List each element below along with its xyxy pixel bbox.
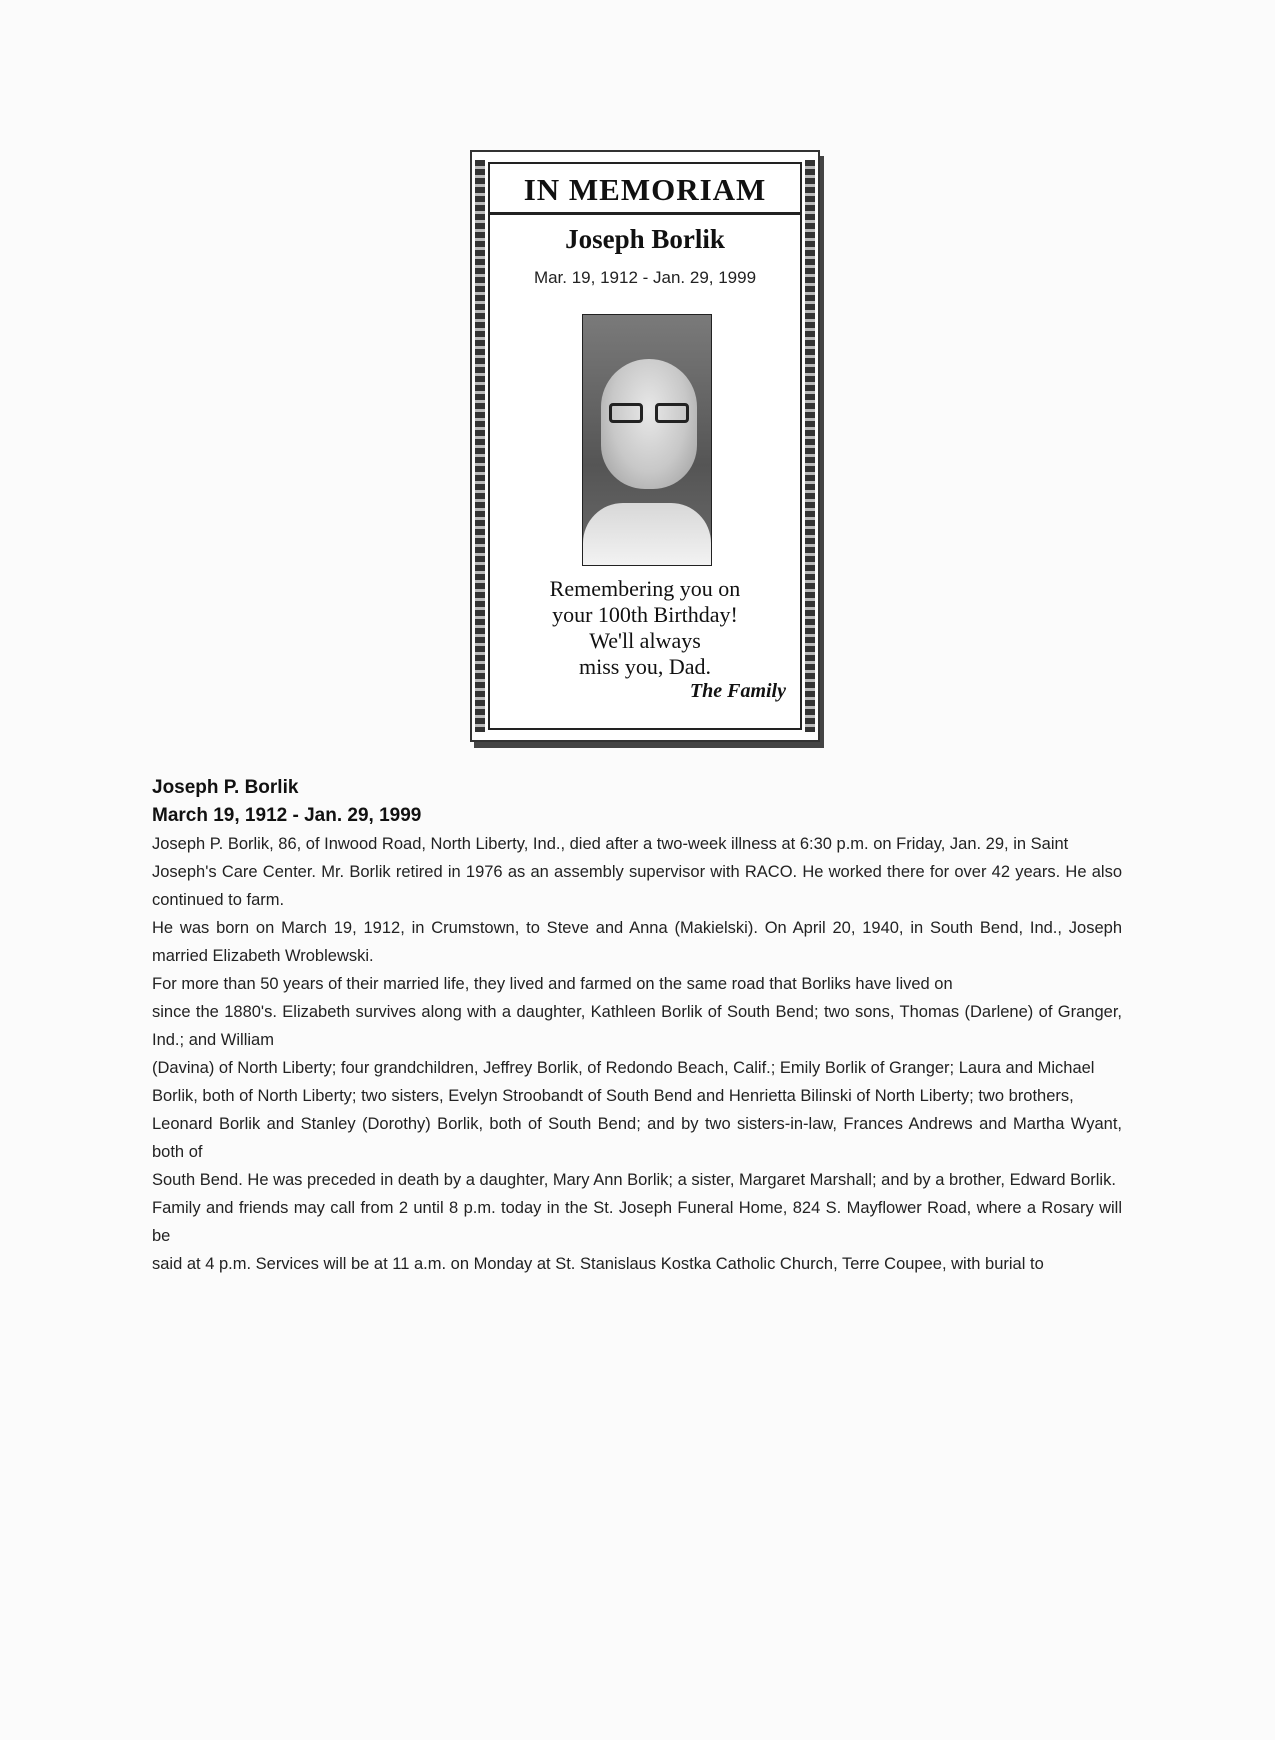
obituary-paragraph: South Bend. He was preceded in death by a daughter, Mary Ann Borlik; a sister, Margaret Marshall; and by a brother, Edward Borlik. xyxy=(152,1171,1116,1189)
message-line: Remembering you on xyxy=(549,576,741,601)
obituary-paragraph: Borlik, both of North Liberty; two sisters, Evelyn Stroobandt of South Bend and Henrietta Bilinski of North Liberty; two brothers, xyxy=(152,1087,1074,1105)
message-line: your 100th Birthday! xyxy=(552,602,738,627)
border-stripes-left xyxy=(475,160,485,732)
obituary-paragraph: said at 4 p.m. Services will be at 11 a.m. on Monday at St. Stanislaus Kostka Catholic Church, Terre Coupee, with burial to xyxy=(152,1255,1044,1273)
message-line: We'll always xyxy=(589,628,701,653)
memorial-message xyxy=(490,576,800,680)
obituary-text xyxy=(152,774,1122,1278)
memorial-clipping xyxy=(470,150,820,742)
memorial-name: Joseph Borlik xyxy=(565,224,725,254)
obituary-paragraph: since the 1880's. Elizabeth survives along with a daughter, Kathleen Borlik of South Bend; two sons, Thomas (Darlene) of Granger, Ind.; and William xyxy=(152,1003,1122,1049)
memorial-dates: Mar. 19, 1912 - Jan. 29, 1999 xyxy=(533,268,757,287)
obituary-paragraph: He was born on March 19, 1912, in Crumstown, to Steve and Anna (Makielski). On April 20, 1940, in South Bend, Ind., Joseph married Elizabeth Wroblewski. xyxy=(152,919,1122,965)
obituary-paragraph: Leonard Borlik and Stanley (Dorothy) Borlik, both of South Bend; and by two sisters-in-law, Frances Andrews and Martha Wyant, both of xyxy=(152,1115,1122,1161)
obituary-paragraph: Joseph P. Borlik, 86, of Inwood Road, North Liberty, Ind., died after a two-week illness at 6:30 p.m. on Friday, Jan. 29, in Saint xyxy=(152,835,1069,853)
memorial-heading: IN MEMORIAM xyxy=(490,168,800,215)
obituary-paragraph: Family and friends may call from 2 until 8 p.m. today in the St. Joseph Funeral Home, 824 S. Mayflower Road, where a Rosary will be xyxy=(152,1199,1122,1245)
obituary-paragraph: (Davina) of North Liberty; four grandchildren, Jeffrey Borlik, of Redondo Beach, Calif.; Emily Borlik of Granger; Laura and Michael xyxy=(152,1059,1095,1077)
message-line: miss you, Dad. xyxy=(579,654,711,679)
portrait-glasses xyxy=(609,403,689,425)
portrait-photo xyxy=(582,314,712,566)
memorial-signoff: The Family xyxy=(689,680,786,702)
obituary-name: Joseph P. Borlik xyxy=(152,777,299,798)
portrait-shirt xyxy=(583,503,711,565)
obituary-dates: March 19, 1912 - Jan. 29, 1999 xyxy=(152,805,422,826)
border-stripes-right xyxy=(805,160,815,732)
obituary-paragraph: For more than 50 years of their married life, they lived and farmed on the same road that Borliks have lived on xyxy=(152,975,953,993)
memorial-inner-frame xyxy=(488,162,802,730)
obituary-paragraph: Joseph's Care Center. Mr. Borlik retired in 1976 as an assembly supervisor with RACO. He worked there for over 42 years. He also continued to farm. xyxy=(152,863,1122,909)
